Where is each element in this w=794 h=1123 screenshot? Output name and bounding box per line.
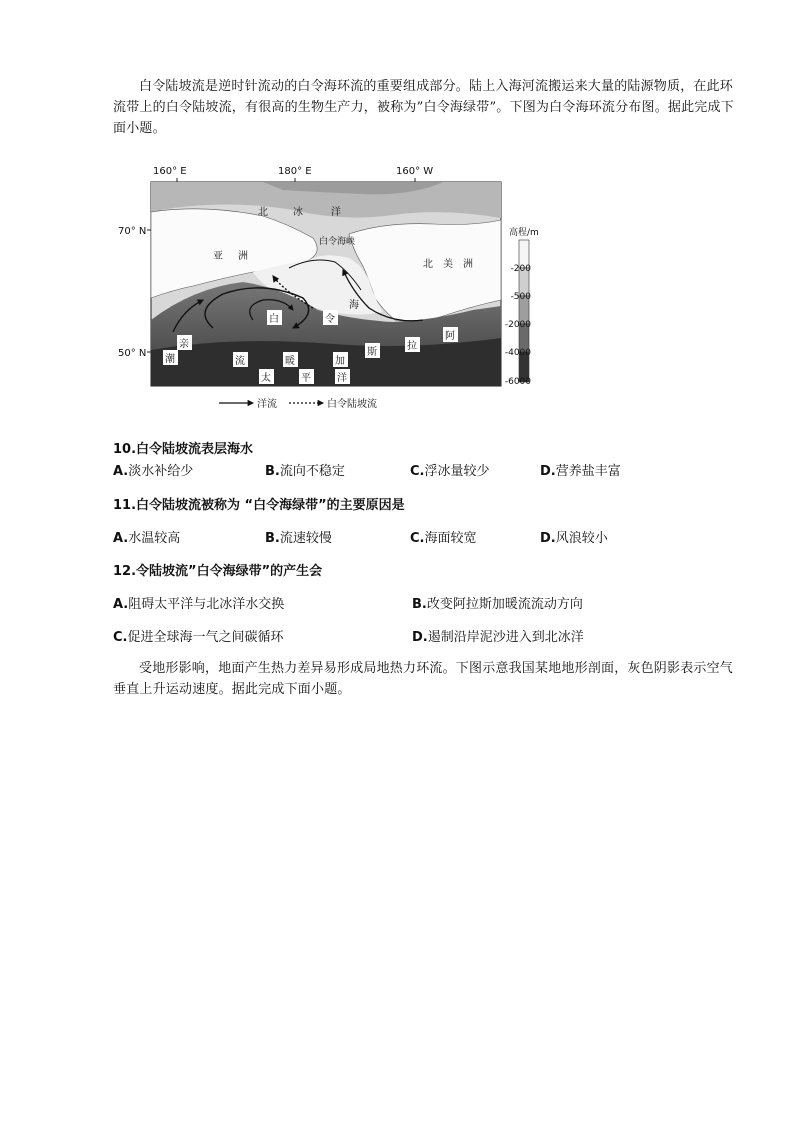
- label-si: 斯: [367, 347, 377, 358]
- q12-option-d: D.遏制沿岸泥沙进入到北冰洋: [412, 630, 584, 645]
- q10-option-c: C.浮冰量较少: [410, 464, 490, 479]
- lon-label-160e: 160° E: [153, 166, 187, 177]
- q11-option-c: C.海面较宽: [410, 531, 477, 546]
- q12-option-a: A.阻碍太平洋与北冰洋水交换: [113, 597, 285, 612]
- label-bai: 白: [269, 314, 279, 325]
- q11-option-b: B.流速较慢: [265, 531, 332, 546]
- label-arctic-1: 北: [258, 207, 268, 218]
- label-arctic-2: 冰: [293, 207, 303, 218]
- q10-option-b: B.流向不稳定: [265, 464, 345, 479]
- question-10: 10.白令陆坡流表层海水: [113, 442, 254, 457]
- label-na-2: 美: [443, 259, 453, 270]
- legend-tick-500: -500: [510, 292, 531, 302]
- lat-label-70n: 70° N: [118, 226, 147, 237]
- label-la: 拉: [407, 341, 417, 352]
- label-qin: 亲: [179, 339, 189, 350]
- legend-tick-4000: -4000: [504, 348, 531, 358]
- q12-option-b: B.改变阿拉斯加暖流流动方向: [412, 597, 583, 612]
- legend-tick-6000: -6000: [504, 377, 531, 387]
- bering-sea-circulation-map: [113, 160, 539, 415]
- label-bering-strait: 白令海峡: [319, 237, 356, 247]
- q10-option-d: D.营养盐丰富: [540, 464, 621, 479]
- legend-current: 洋流: [257, 399, 277, 410]
- label-arctic-3: 洋: [331, 207, 341, 218]
- legend-slope-current: 白令陆坡流: [327, 399, 377, 410]
- lon-label-180: 180° E: [278, 166, 312, 177]
- question-11: 11.白令陆坡流被称为 “白令海绿带”的主要原因是: [113, 498, 405, 513]
- label-liu: 流: [235, 356, 245, 367]
- q12-option-c: C.促进全球海一气之间碳循环: [113, 630, 284, 645]
- lat-label-50n: 50° N: [118, 348, 147, 359]
- label-na-1: 北: [423, 259, 433, 270]
- intro-paragraph-1: 白令陆坡流是逆时针流动的白令海环流的重要组成部分。陆上入海河流搬运来大量的陆源物质，在此环流带上的白令陆坡流，有很高的生物生产力，被称为”白令海绿带”。下图为白令海环流分布图。据此完成下面小题。: [113, 79, 734, 136]
- label-ping: 平: [301, 373, 311, 384]
- label-asia-2: 洲: [238, 251, 248, 262]
- q10-option-a: A.淡水补给少: [113, 464, 194, 479]
- label-chao: 潮: [165, 354, 175, 365]
- intro-paragraph-2: 受地形影响，地面产生热力差异易形成局地热力环流。下图示意我国某地地形剖面，灰色阴影表示空气垂直上升运动速度。据此完成下面小题。: [113, 661, 734, 697]
- label-na-3: 洲: [463, 259, 473, 270]
- q11-option-d: D.风浪较小: [540, 531, 608, 546]
- lon-label-160w: 160° W: [396, 166, 434, 177]
- legend-tick-200: -200: [510, 264, 531, 274]
- label-tai: 太: [261, 373, 271, 384]
- label-asia-1: 亚: [213, 251, 223, 262]
- label-a: 阿: [445, 331, 455, 342]
- label-nuan: 暖: [285, 356, 295, 367]
- label-ling: 令: [325, 314, 335, 325]
- label-yang: 洋: [337, 373, 347, 384]
- label-sea-hai: 海: [349, 300, 359, 311]
- legend-tick-2000: -2000: [504, 320, 531, 330]
- question-12: 12.令陆坡流”白令海绿带”的产生会: [113, 564, 323, 579]
- legend-title: 高程/m: [509, 228, 539, 238]
- q11-option-a: A.水温较高: [113, 531, 181, 546]
- label-jia: 加: [335, 356, 345, 367]
